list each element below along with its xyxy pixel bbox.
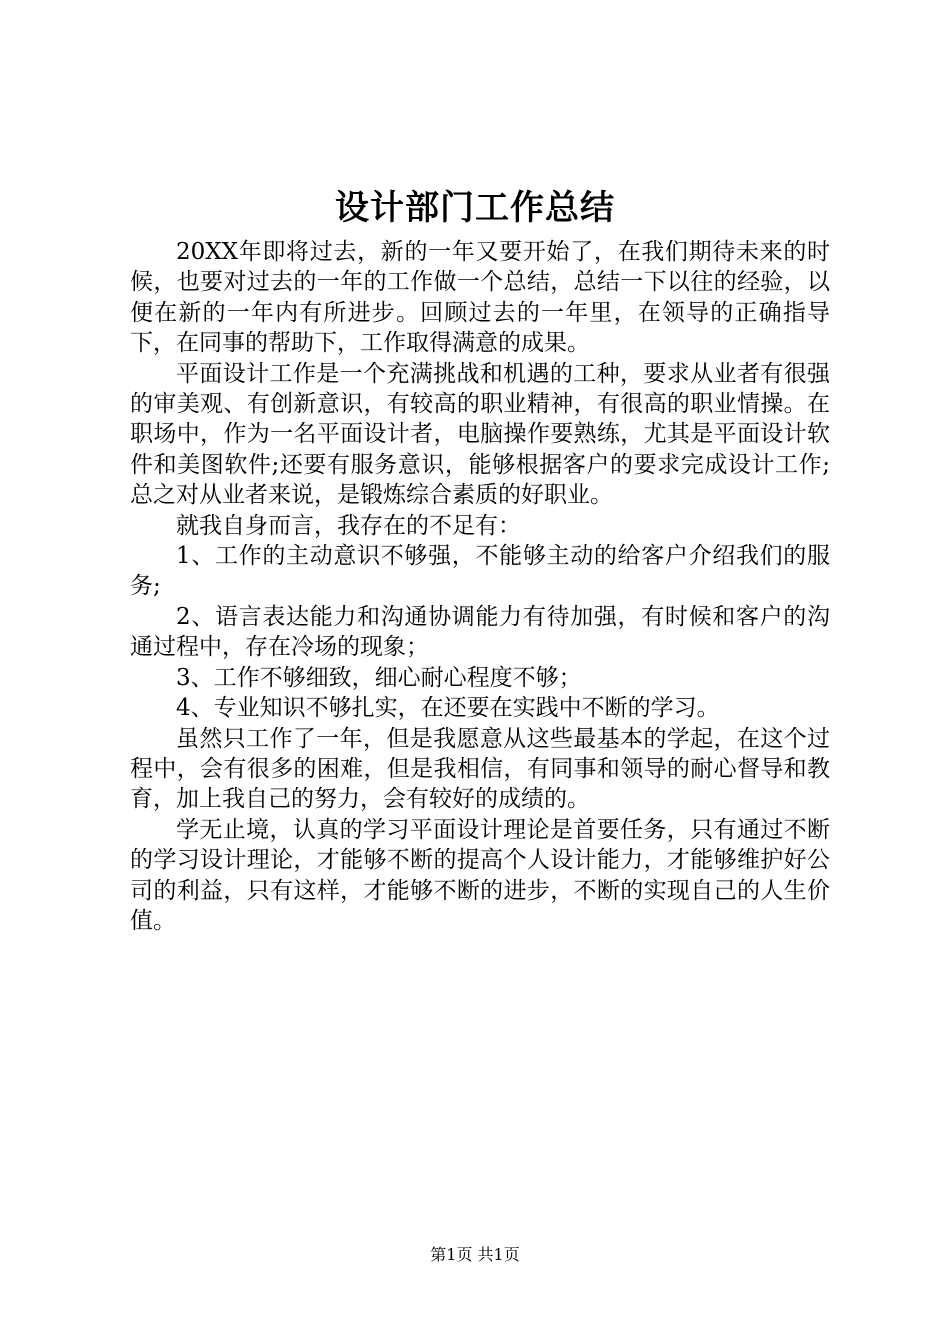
paragraph-job-description: 平面设计工作是一个充满挑战和机遇的工种，要求从业者有很强的审美观、有创新意识，有较高的职业精神，有很高的职业情操。在职场中，作为一名平面设计者，电脑操作要熟练，尤其是平面设计软件和美图软件;还要有服务意识，能够根据客户的要求完成设计工作;总之对从业者来说，是锻炼综合素质的好职业。 xyxy=(130,360,830,509)
list-item-shortcoming-3: 3、工作不够细致，细心耐心程度不够； xyxy=(176,664,582,691)
document-title: 设计部门工作总结 xyxy=(335,188,615,228)
list-item-shortcoming-1: 1、工作的主动意识不够强，不能够主动的给客户介绍我们的服务; xyxy=(130,543,830,600)
list-item-shortcoming-4: 4、专业知识不够扎实，在还要在实践中不断的学习。 xyxy=(176,695,720,722)
paragraph-conclusion: 学无止境，认真的学习平面设计理论是首要任务，只有通过不断的学习设计理论，才能够不断的提高个人设计能力，才能够维护好公司的利益，只有这样，才能够不断的进步，不断的实现自己的人生价值。 xyxy=(130,816,830,934)
list-item-shortcoming-2: 2、语言表达能力和沟通协调能力有待加强，有时候和客户的沟通过程中，存在冷场的现象； xyxy=(130,603,830,661)
paragraph-intro: 20XX年即将过去，新的一年又要开始了，在我们期待未来的时候，也要对过去的一年的工作做一个总结，总结一下以往的经验，以便在新的一年内有所进步。回顾过去的一年里，在领导的正确指导下，在同事的帮助下，工作取得满意的成果。 xyxy=(130,239,830,357)
paragraph-commitment: 虽然只工作了一年，但是我愿意从这些最基本的学起，在这个过程中，会有很多的困难，但是我相信，有同事和领导的耐心督导和教育，加上我自己的努力，会有较好的成绩的。 xyxy=(130,725,830,813)
paragraph-shortcomings-heading: 就我自身而言，我存在的不足有： xyxy=(176,512,521,539)
page-number-footer: 第1页 共1页 xyxy=(430,1245,520,1264)
document-body xyxy=(130,237,830,936)
